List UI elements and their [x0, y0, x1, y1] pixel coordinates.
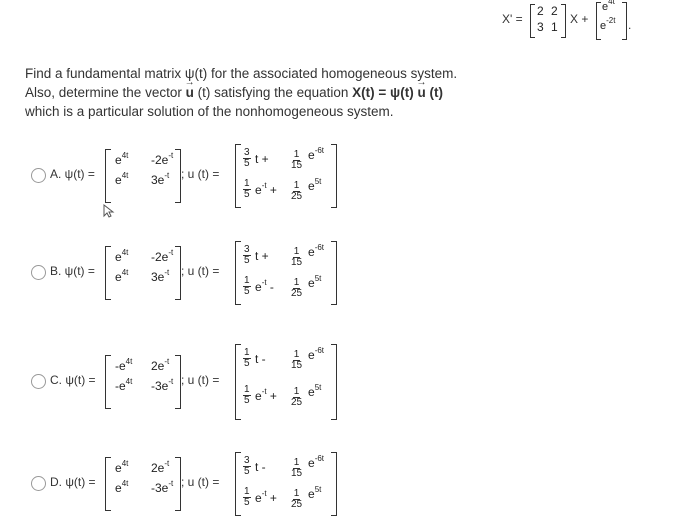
- u-fraction: $\frac{1}{15}$: [291, 246, 303, 268]
- question-line-2c: X(t) = ψ(t): [352, 85, 418, 100]
- u-left-bracket: [235, 144, 241, 208]
- u-right-bracket: [331, 344, 337, 420]
- matrix-a-right-bracket: [561, 4, 566, 38]
- mouse-cursor-icon: [103, 204, 115, 218]
- u-right-bracket: [331, 241, 337, 305]
- u-right-bracket: [331, 144, 337, 208]
- psi-cell: $2e^{-t}$: [151, 357, 170, 373]
- u-term: $e^{-6t}$: [308, 346, 325, 362]
- u-label: ; u (t) =: [181, 475, 220, 489]
- psi-left-bracket: [105, 457, 111, 511]
- u-term: $e^{5t}$: [308, 383, 322, 399]
- u-term: $e^{-6t}$: [308, 243, 325, 259]
- u-term: $e^{-6t}$: [308, 454, 325, 470]
- psi-cell: $-2e^{-t}$: [151, 248, 174, 264]
- option-radio[interactable]: [31, 265, 46, 280]
- u-term: $e^{-t}$ -: [255, 278, 274, 294]
- equation-mid: X +: [570, 12, 589, 26]
- psi-cell: $e^{4t}$: [115, 459, 129, 475]
- u-vector-2: → u: [417, 85, 425, 100]
- psi-left-bracket: [105, 246, 111, 300]
- option-label: C. ψ(t) =: [50, 373, 96, 387]
- u-fraction: $\frac{3}{5}$: [244, 147, 250, 169]
- u-term: $e^{5t}$: [308, 274, 322, 290]
- question-line-1: Find a fundamental matrix ψ(t) for the associated homogeneous system.: [25, 66, 458, 81]
- option-radio[interactable]: [31, 476, 46, 491]
- matrix-a-cell: 2: [537, 4, 544, 18]
- psi-cell: $2e^{-t}$: [151, 459, 170, 475]
- u-left-bracket: [235, 344, 241, 420]
- u-fraction: $\frac{1}{25}$: [291, 488, 303, 510]
- matrix-a-left-bracket: [530, 4, 535, 38]
- psi-cell: $e^{4t}$: [115, 151, 129, 167]
- psi-cell: $-3e^{-t}$: [151, 377, 174, 393]
- psi-left-bracket: [105, 355, 111, 409]
- u-fraction: $\frac{1}{25}$: [291, 180, 303, 202]
- equation-lhs: X' =: [502, 12, 523, 26]
- psi-cell: $-e^{4t}$: [115, 357, 133, 373]
- psi-cell: $-2e^{-t}$: [151, 151, 174, 167]
- u-label: ; u (t) =: [181, 264, 220, 278]
- u-left-bracket: [235, 452, 241, 516]
- u-term: t +: [255, 152, 269, 166]
- u-term: $e^{-6t}$: [308, 146, 325, 162]
- u-fraction: $\frac{3}{5}$: [244, 455, 250, 477]
- u-term: $e^{5t}$: [308, 177, 322, 193]
- u-fraction: $\frac{1}{5}$: [244, 275, 250, 297]
- option-radio[interactable]: [31, 168, 46, 183]
- u-vector: → u: [186, 85, 194, 100]
- option-label: D. ψ(t) =: [50, 475, 96, 489]
- option-label: B. ψ(t) =: [50, 264, 95, 278]
- psi-cell: $e^{4t}$: [115, 171, 129, 187]
- u-fraction: $\frac{1}{15}$: [291, 149, 303, 171]
- u-fraction: $\frac{1}{25}$: [291, 386, 303, 408]
- question-line-2b: (t) satisfying the equation: [193, 85, 353, 100]
- matrix-a-cell: 2: [551, 4, 558, 18]
- psi-cell: $-e^{4t}$: [115, 377, 133, 393]
- matrix-a-cell: 3: [537, 20, 544, 34]
- forcing-right-bracket: [622, 2, 627, 40]
- u-term: $e^{5t}$: [308, 485, 322, 501]
- u-label: ; u (t) =: [181, 167, 220, 181]
- u-left-bracket: [235, 241, 241, 305]
- u-fraction: $\frac{1}{25}$: [291, 277, 303, 299]
- psi-cell: $e^{4t}$: [115, 479, 129, 495]
- u-fraction: $\frac{1}{5}$: [244, 178, 250, 200]
- psi-cell: $3e^{-t}$: [151, 268, 170, 284]
- psi-cell: $e^{4t}$: [115, 268, 129, 284]
- u-fraction: $\frac{1}{15}$: [291, 349, 303, 371]
- u-term: t +: [255, 249, 269, 263]
- u-term: $e^{-t}$ +: [255, 387, 277, 403]
- u-term: $e^{-t}$ +: [255, 181, 277, 197]
- psi-left-bracket: [105, 149, 111, 203]
- equation-end: .: [628, 18, 632, 32]
- question-line-3: which is a particular solution of the nonhomogeneous system.: [25, 104, 394, 119]
- u-term: t -: [255, 352, 266, 366]
- psi-cell: $3e^{-t}$: [151, 171, 170, 187]
- u-fraction: $\frac{1}{5}$: [244, 347, 250, 369]
- option-label: A. ψ(t) =: [50, 167, 95, 181]
- u-fraction: $\frac{1}{5}$: [244, 384, 250, 406]
- forcing-cell-2: $e^{-2t}$: [600, 16, 616, 32]
- question-line-2a: Also, determine the vector: [25, 85, 186, 100]
- u-fraction: $\frac{1}{15}$: [291, 457, 303, 479]
- u-term: t -: [255, 460, 266, 474]
- u-right-bracket: [331, 452, 337, 516]
- question-line-2d: (t): [425, 85, 443, 100]
- matrix-a-cell: 1: [551, 20, 558, 34]
- psi-cell: $-3e^{-t}$: [151, 479, 174, 495]
- u-fraction: $\frac{1}{5}$: [244, 486, 250, 508]
- psi-cell: $e^{4t}$: [115, 248, 129, 264]
- question-line-2: [25, 85, 443, 100]
- u-fraction: $\frac{3}{5}$: [244, 244, 250, 266]
- option-radio[interactable]: [31, 374, 46, 389]
- u-label: ; u (t) =: [181, 373, 220, 387]
- forcing-cell-1: $e^{4t}$: [602, 0, 615, 13]
- u-term: $e^{-t}$ +: [255, 489, 277, 505]
